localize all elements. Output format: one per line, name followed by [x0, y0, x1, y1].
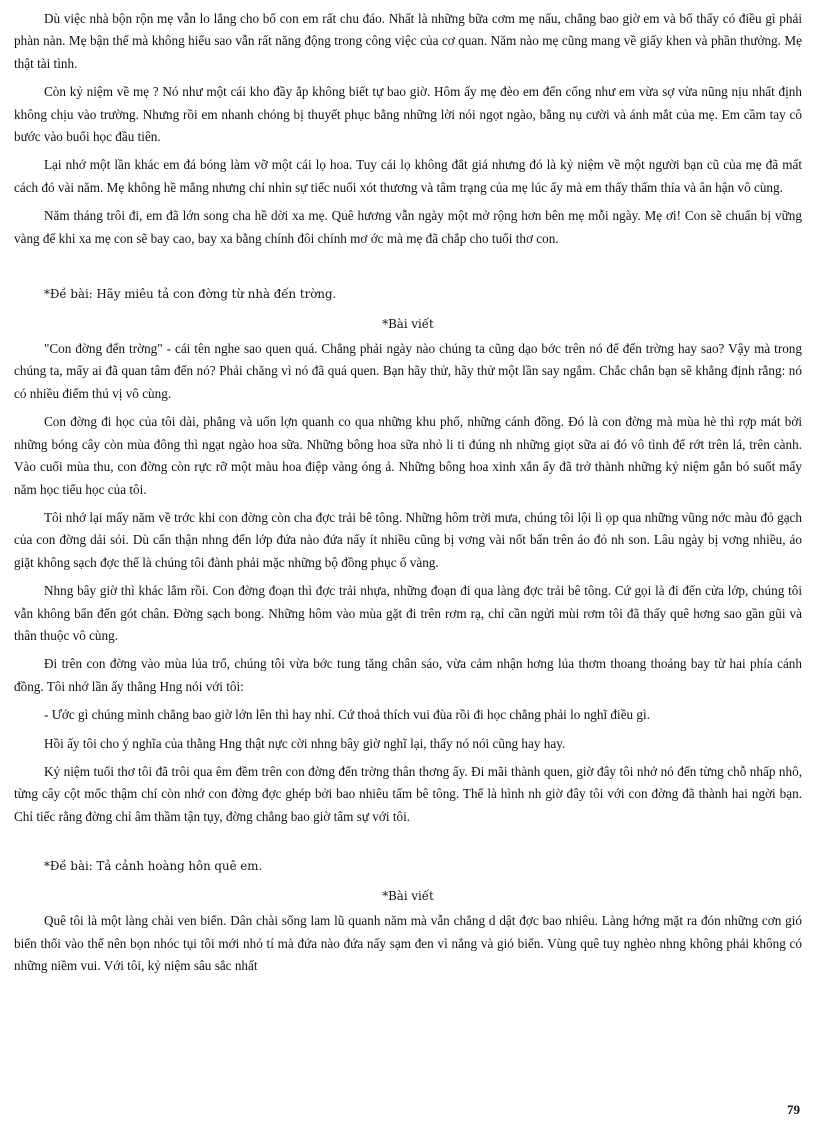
essay-heading: *Bài viết: [382, 317, 434, 332]
page-number: 79: [787, 1102, 800, 1117]
paragraph: "Con đờng đến trờng" - cái tên nghe sao quen quá. Chẳng phải ngày nào chúng ta cũng dạo bớc trên nó để đến trờng hay sao? Vậy mà trong chúng ta, mấy ai đã quan tâm đến nó? Phải chăng vì nó đã quá quen. Bạn hãy thử, hãy thử một lần say ngắm. Chắc chắn bạn sẽ khẳng định rằng: nó có nhiều điểm thú vị vô cùng.: [14, 341, 802, 401]
paragraph: - Ước gì chúng mình chẳng bao giờ lớn lên thì hay nhỉ. Cứ thoả thích vui đùa rồi đi học chẳng phải lo nghĩ điều gì.: [44, 707, 650, 723]
essay-prompt: *Đề bài: Hãy miêu tả con đờng từ nhà đến trờng.: [44, 287, 337, 302]
paragraph: Đi trên con đờng vào mùa lúa trổ, chúng tôi vừa bớc tung tăng chân sáo, vừa cảm nhận hơng lúa thơm thoang thoảng bay từ hai phía cánh đồng. Tôi nhớ lần ấy thằng Hng nói với tôi:: [14, 656, 802, 694]
section-gap: [14, 834, 802, 856]
section-gap: [14, 256, 802, 284]
essay-heading: *Bài viết: [382, 889, 434, 904]
essay-prompt: *Đề bài: Tả cảnh hoàng hôn quê em.: [44, 859, 263, 874]
paragraph: Dù việc nhà bộn rộn mẹ vẫn lo lắng cho bố con em rất chu đáo. Nhất là những bữa cơm mẹ nấu, chẳng bao giờ em và bố thấy có điều gì phải phàn nàn. Mẹ bận thế mà không hiểu sao vẫn rất năng động trong công việc của cơ quan. Năm nào mẹ cũng mang về giấy khen và phần thưởng. Mẹ thật tài tình.: [14, 11, 802, 71]
paragraph: Quê tôi là một làng chài ven biển. Dân chài sống lam lũ quanh năm mà vẫn chẳng d dật đợc bao nhiêu. Làng hớng mặt ra đón những cơn gió biển thổi vào thế nên bọn nhóc tụi tôi mới nhỏ tí mà đứa nào đứa nấy sạm đen vì nắng và gió biển. Vùng quê tuy nghèo nhng không phải không có những niềm vui. Với tôi, kỷ niệm sâu sắc nhất: [14, 913, 802, 973]
paragraph: Kỷ niệm tuổi thơ tôi đã trôi qua êm đềm trên con đờng đến trờng thân thơng ấy. Đi mãi thành quen, giờ đây tôi nhớ nó đến từng chỗ nhấp nhô, từng cây cột mốc thậm chí còn nhớ con đờng đợc ghép bởi bao nhiêu tấm bê tông. Thế là hình nh giờ đây tôi với con đờng đã thành hai ngời bạn. Chỉ tiếc rằng đờng chỉ âm thầm tận tụy, đờng chẳng bao giờ tâm sự với tôi.: [14, 763, 802, 824]
paragraph: Hồi ấy tôi cho ý nghĩa của thằng Hng thật nực cời nhng bây giờ nghĩ lại, thấy nó nói cũng hay hay.: [44, 735, 566, 751]
paragraph: Năm tháng trôi đi, em đã lớn song cha hề dời xa mẹ. Quê hương vẫn ngày một mở rộng hơn bên mẹ mỗi ngày. Mẹ ơi! Con sẽ chuẩn bị vững vàng để khi xa mẹ con sẽ bay cao, bay xa bằng chính đôi chính mơ ớc mà mẹ đã chắp cho tuổi thơ con.: [14, 208, 802, 246]
paragraph: Lại nhớ một lần khác em đá bóng làm vỡ một cái lọ hoa. Tuy cái lọ không đắt giá nhưng đó là kỷ niệm về một người bạn cũ của mẹ đã mất cách đó vài năm. Mẹ không hề mắng nhưng chỉ nhìn sự tiếc nuối xót thương và tâm trạng của mẹ lúc ấy mà em thấy thấm thía và ân hận vô cùng.: [14, 157, 802, 195]
paragraph: Còn kỷ niệm về mẹ ? Nó như một cái kho đầy ắp không biết tự bao giờ. Hôm ấy mẹ đèo em đến cổng như em vừa sợ vừa nũng nịu nhất định không chịu vào trường. Nhưng rồi em nhanh chóng bị thuyết phục bằng những lời nói ngọt ngào, bằng nụ cười và ánh mắt của mẹ. Em cầm tay cô bước vào buổi học đầu tiên.: [14, 84, 802, 145]
paragraph: Tôi nhớ lại mấy năm về trớc khi con đờng còn cha đợc trải bê tông. Những hôm trời mưa, chúng tôi lội lì ọp qua những vũng nớc màu đỏ gạch của con đờng dải sỏi. Dù cẩn thận nhng đến lớp đứa nào đứa nấy ít nhiều cũng bị vơng vài nốt bẩn trên áo đỏ nh son. Lâu ngày bị vơng nhiều, áo giặt không sạch đợc thế là chúng tôi đành phải mặc những bộ đồng phục ố vàng.: [14, 509, 802, 570]
paragraph: Con đờng đi học của tôi dài, phẳng và uốn lợn quanh co qua những khu phố, những cánh đồng. Đó là con đờng mà mùa hè thì rợp mát bởi những bóng cây còn mùa đông thì ngạt ngào hoa sữa. Những bông hoa sữa nhỏ li ti đúng nh những giọt sữa ai đó vô tình để rớt trên lá, trên cành. Vào cuối mùa thu, con đờng còn rực rỡ một màu hoa điệp vàng óng ả. Những bông hoa xinh xắn ấy đã trở thành những kỷ niệm gắn bó suốt mấy năm học tiểu học của tôi.: [14, 414, 802, 497]
paragraph: Nhng bây giờ thì khác lắm rồi. Con đờng đoạn thì đợc trải nhựa, những đoạn đi qua làng đợc trải bê tông. Cứ gọi là đi đến cửa lớp, chúng tôi vẫn không bẩn đến gót chân. Đờng sạch bong. Những hôm vào mùa gặt đi trên rơm rạ, chỉ cần ngửi mùi rơm tôi đã thấy quê hơng sao gần gũi và thân thuộc vô cùng.: [14, 583, 802, 643]
